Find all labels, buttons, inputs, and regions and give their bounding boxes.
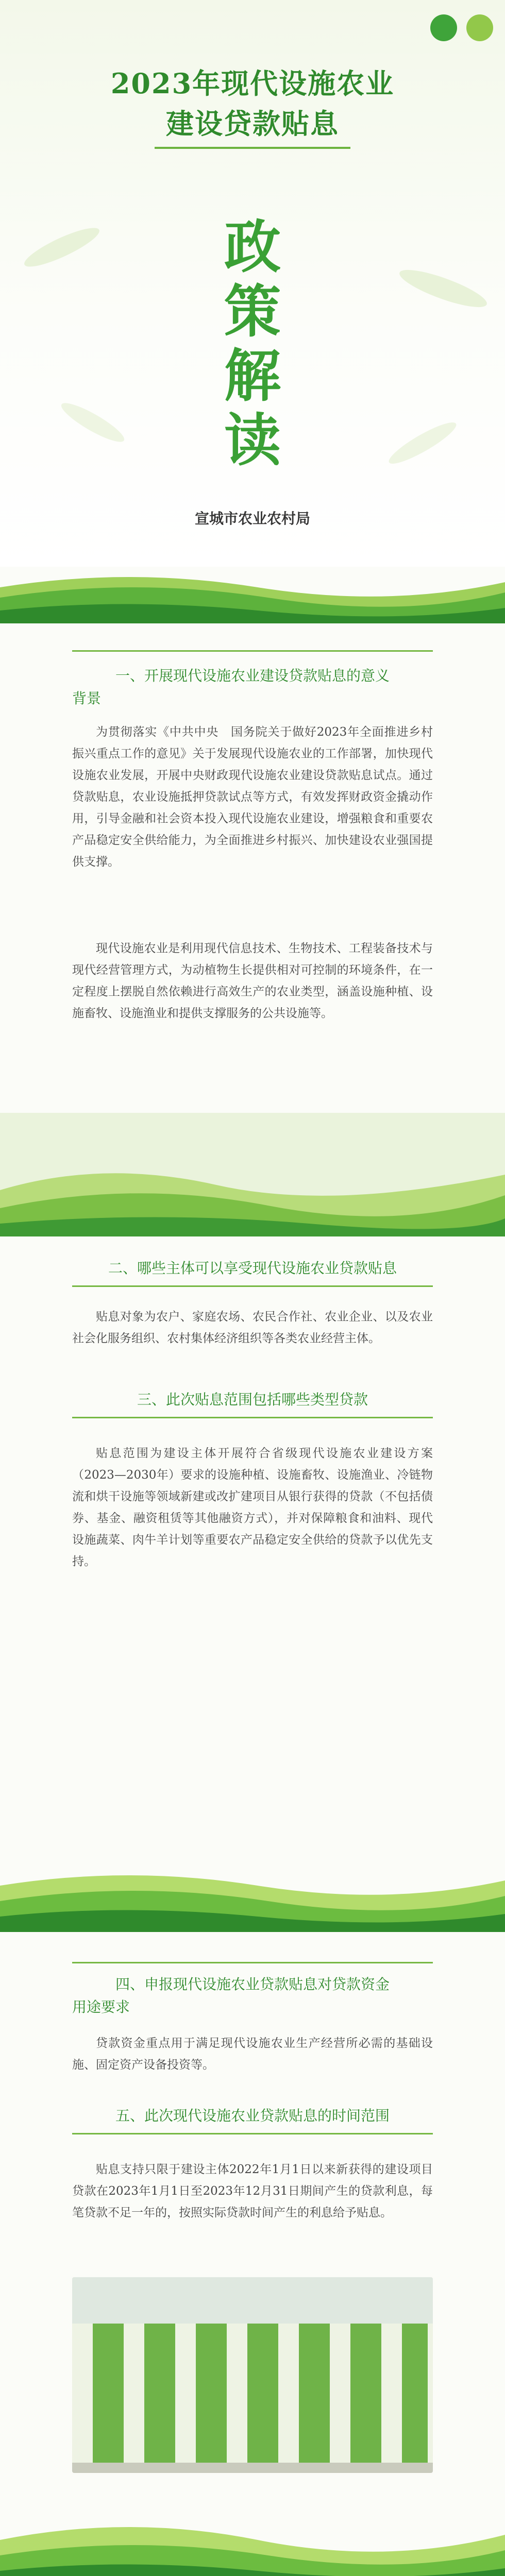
section-rule [72,650,433,652]
greenhouse-photo [72,2277,433,2473]
header-banner [0,0,505,567]
wave-divider [0,1865,505,1932]
section-2-paragraph: 贴息对象为农户、家庭农场、农民合作社、农业企业、以及农业社会化服务组织、农村集体经济组织等各类农业经营主体。 [72,1310,433,1345]
section-2-title: 二、哪些主体可以享受现代设施农业贷款贴息 [108,1260,397,1277]
section-4-title: 四、申报现代设施农业贷款贴息对贷款资金 [115,1976,390,1993]
vertical-title-char: 政 [224,214,281,280]
section-4-title-cont: 用途要求 [72,1998,130,2015]
vertical-title-char: 解 [224,343,281,409]
section-4-paragraph: 贷款资金重点用于满足现代设施农业生产经营所必需的基础设施、固定资产设备投资等。 [72,2037,433,2072]
page-title-line-2: 建设贷款贴息 [166,107,339,140]
section-1-paragraph: 现代设施农业是利用现代信息技术、生物技术、工程装备技术与现代经营管理方式，为动植物生长提供相对可控制的环境条件，在一定程度上摆脱自然依赖进行高效生产的农业类型，涵盖设施种植、设施畜牧、设施渔业和提供支撑服务的公共设施等。 [72,942,433,1020]
page-title-line-1: 2023年现代设施农业 [110,67,395,100]
vertical-title-char: 读 [224,407,281,473]
farmland-photo-banner [0,1113,505,1236]
wave-divider [0,2514,505,2576]
section-rule [72,1417,433,1418]
section-1-title-cont: 背景 [72,690,102,707]
section-1-paragraph: 为贯彻落实《中共中央 国务院关于做好2023年全面推进乡村振兴重点工作的意见》关于发展现代设施农业的工作部署，加快现代设施农业发展，开展中央财政现代设施农业建设贷款贴息试点。通过贷款贴息，农业设施抵押贷款试点等方式，有效发挥财政资金撬动作用，引导金融和社会资本投入现代设施农业建设，增强粮食和重要农产品稳定安全供给能力，为全面推进乡村振兴、加快建设农业强国提供支撑。 [72,725,433,869]
green-dot-decoration [430,14,457,41]
title-underline [155,147,350,149]
lime-dot-decoration [466,14,493,41]
section-rule [72,1285,433,1287]
section-3-title: 三、此次贴息范围包括哪些类型贷款 [137,1391,368,1408]
wave-divider [0,567,505,623]
section-3-paragraph: 贴息范围为建设主体开展符合省级现代设施农业建设方案（2023—2030年）要求的设施种植、设施畜牧、设施渔业、冷链物流和烘干设施等领域新建或改扩建项目从银行获得的贷款（不包括债券、基金、融资租赁等其他融资方式），并对保障粮食和油料、现代设施蔬菜、肉牛羊计划等重要农产品稳定安全供给的贷款予以优先支持。 [72,1447,433,1568]
section-1-title: 一、开展现代设施农业建设贷款贴息的意义 [115,667,390,684]
vertical-title-char: 策 [224,278,281,345]
section-5-title: 五、此次现代设施农业贷款贴息的时间范围 [115,2107,390,2124]
section-5-paragraph: 贴息支持只限于建设主体2022年1月1日以来新获得的建设项目贷款在2023年1月1日至2023年12月31日期间产生的贷款利息，每笔贷款不足一年的，按照实际贷款时间产生的利息给予贴息。 [72,2163,433,2219]
issuer-name: 宣城市农业农村局 [194,510,310,527]
section-rule [72,2133,433,2134]
section-rule [72,1962,433,1963]
